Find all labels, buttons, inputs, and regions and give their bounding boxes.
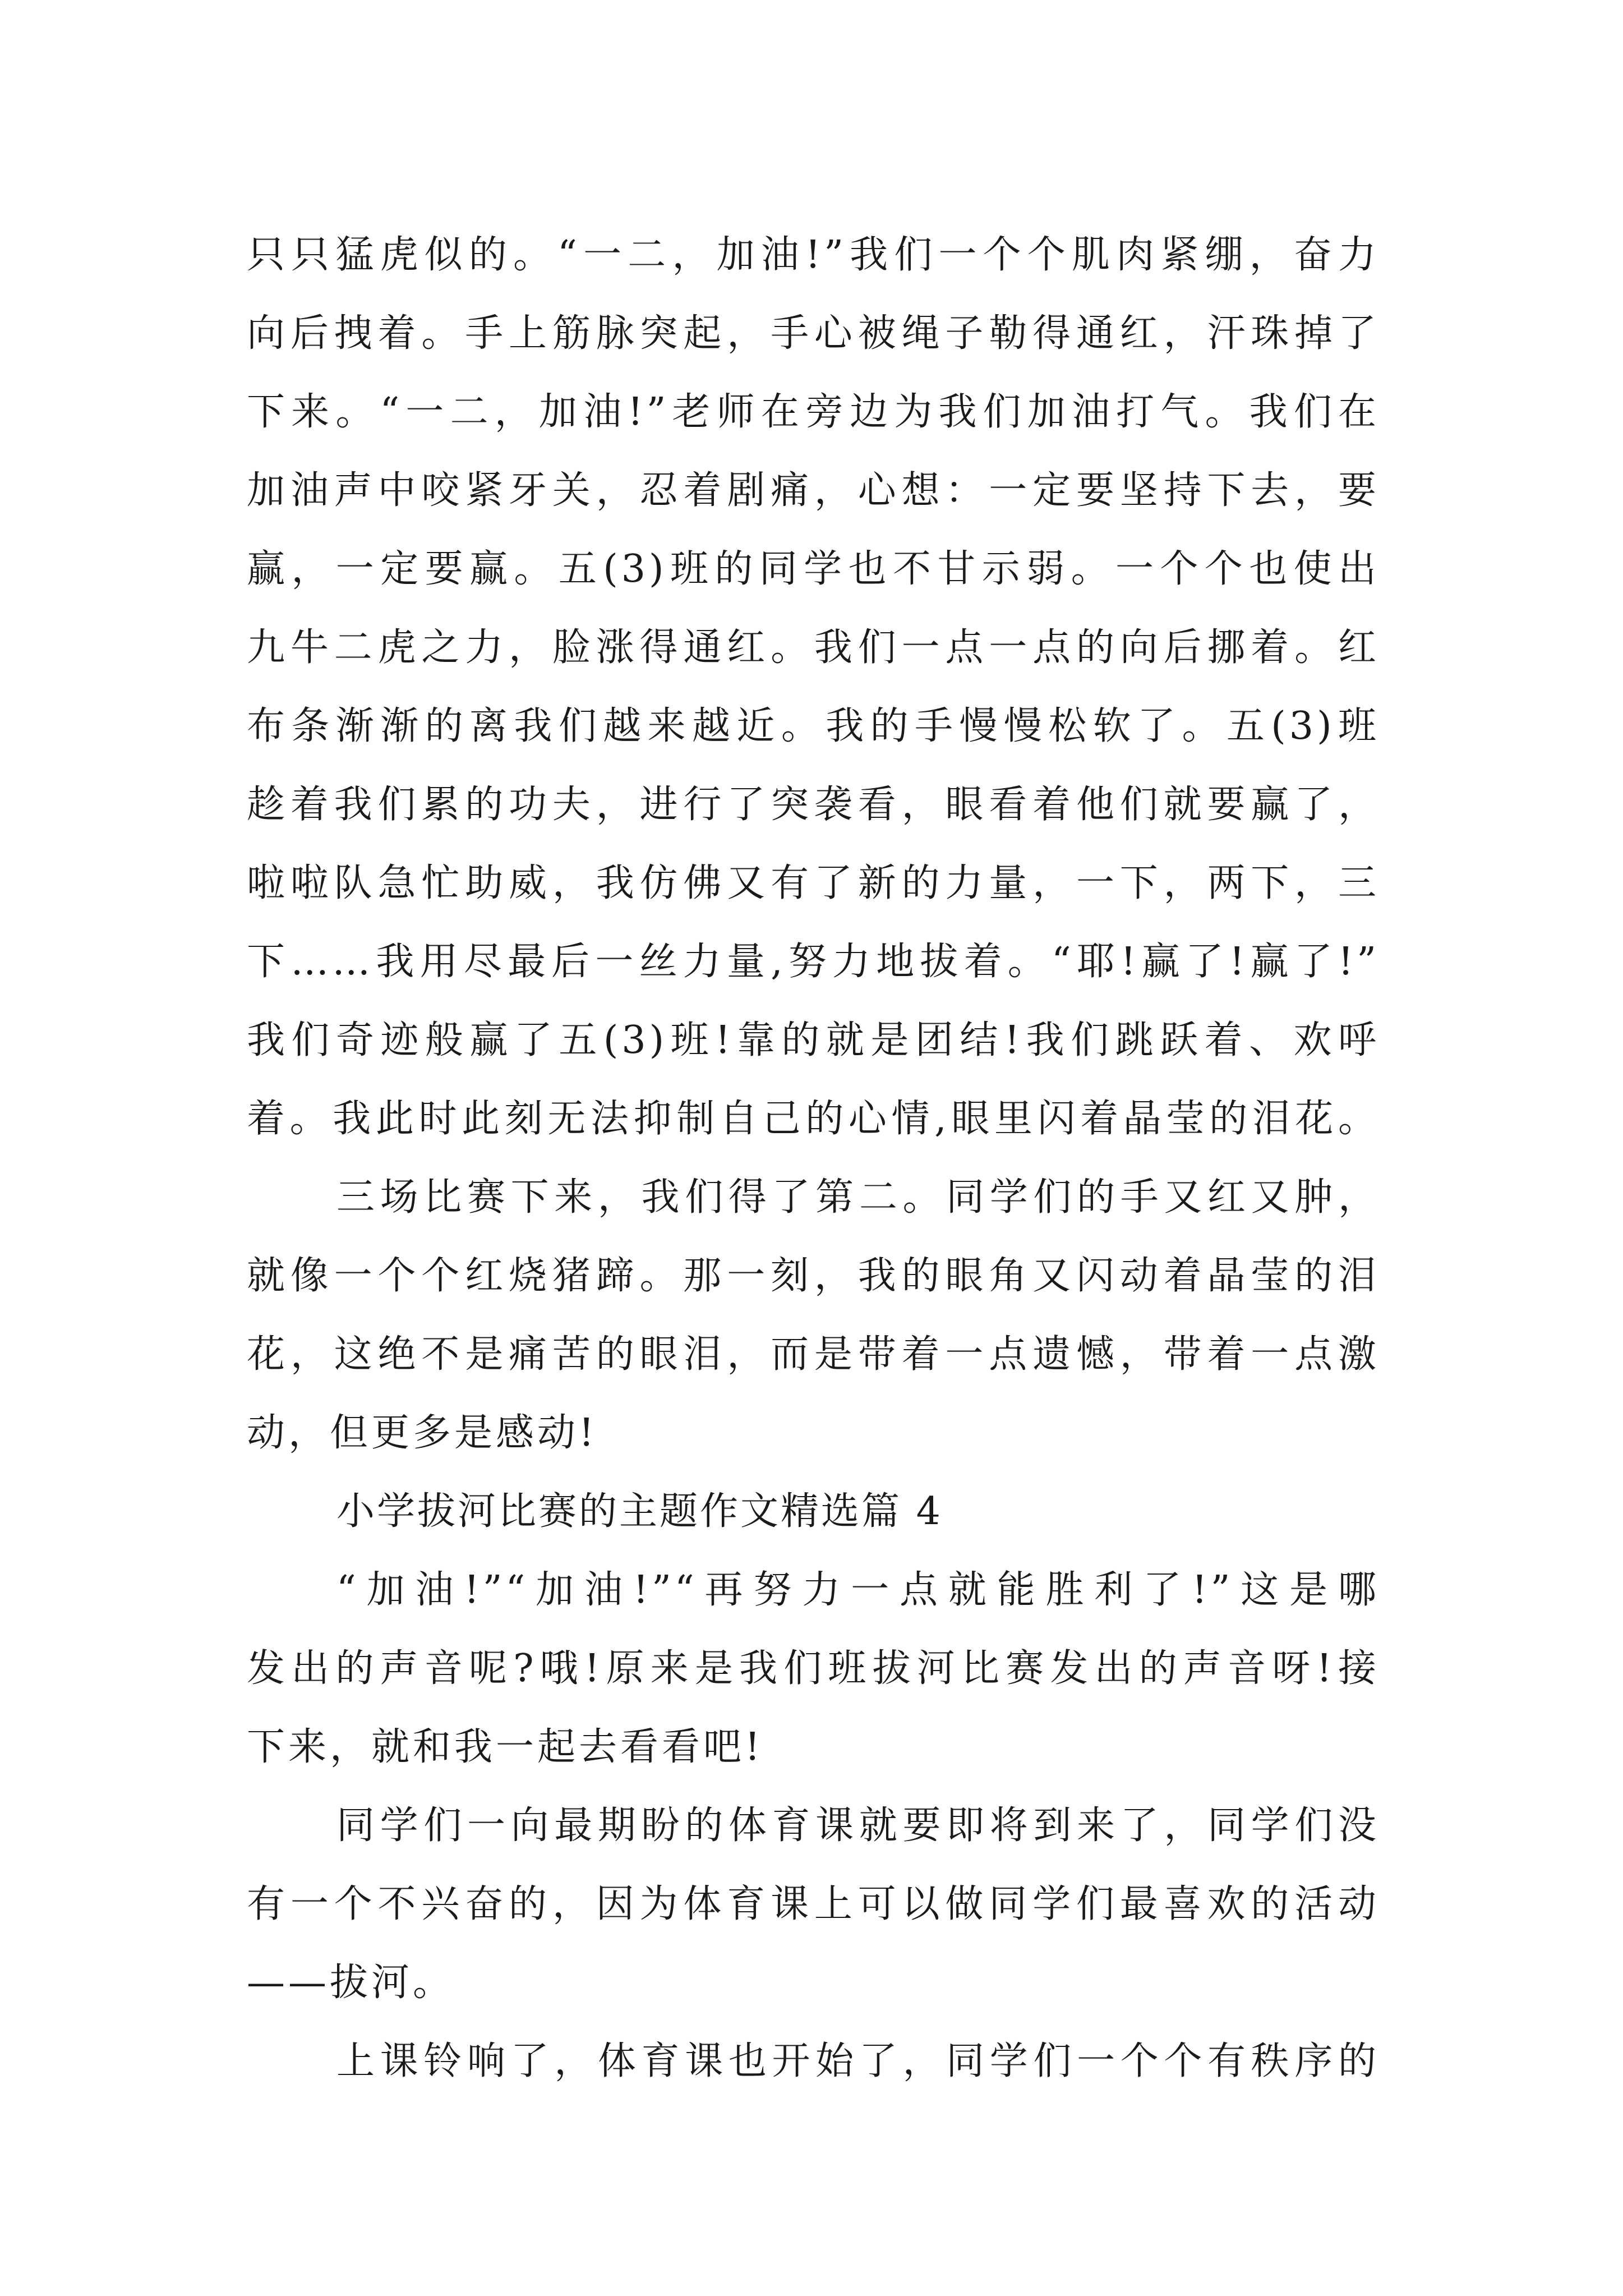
paragraph-first-line: “加油!”“加油!”“再努力一点就能胜利了!”这是哪 <box>336 1568 1380 1612</box>
text-line: 下来，就和我一起去看看吧! <box>247 1725 764 1769</box>
text-line: 动，但更多是感动! <box>247 1411 598 1455</box>
text-line: 向后拽着。手上筋脉突起，手心被绳子勒得通红，汗珠掉了 <box>247 311 1380 356</box>
text-line: 我们奇迹般赢了五(3)班!靠的就是团结!我们跳跃着、欢呼 <box>247 1018 1380 1062</box>
text-line: 加油声中咬紧牙关，忍着剧痛，心想：一定要坚持下去，要 <box>247 468 1380 513</box>
text-line: 赢，一定要赢。五(3)班的同学也不甘示弱。一个个也使出 <box>247 547 1380 591</box>
text-line: 就像一个个红烧猪蹄。那一刻，我的眼角又闪动着晶莹的泪 <box>247 1254 1380 1298</box>
text-line: 着。我此时此刻无法抑制自己的心情,眼里闪着晶莹的泪花。 <box>247 1097 1380 1141</box>
section-heading: 小学拔河比赛的主题作文精选篇 4 <box>336 1489 943 1534</box>
text-line: 下来。“一二，加油!”老师在旁边为我们加油打气。我们在 <box>247 390 1380 434</box>
text-line: ——拔河。 <box>247 1961 455 2005</box>
text-line: 九牛二虎之力，脸涨得通红。我们一点一点的向后挪着。红 <box>247 625 1380 670</box>
text-line: 发出的声音呢?哦!原来是我们班拔河比赛发出的声音呀!接 <box>247 1646 1380 1691</box>
text-line: 趁着我们累的功夫，进行了突袭看，眼看着他们就要赢了， <box>247 783 1380 827</box>
paragraph-first-line: 上课铃响了，体育课也开始了，同学们一个个有秩序的 <box>336 2039 1380 2083</box>
text-line: 啦啦队急忙助威，我仿佛又有了新的力量，一下，两下，三 <box>247 861 1380 905</box>
text-line: 有一个不兴奋的，因为体育课上可以做同学们最喜欢的活动 <box>247 1882 1380 1926</box>
text-line: 花，这绝不是痛苦的眼泪，而是带着一点遗憾，带着一点激 <box>247 1332 1380 1377</box>
text-line: 下……我用尽最后一丝力量,努力地拔着。“耶!赢了!赢了!” <box>247 940 1380 984</box>
text-line: 只只猛虎似的。“一二，加油!”我们一个个肌肉紧绷，奋力 <box>247 233 1380 277</box>
paragraph-first-line: 同学们一向最期盼的体育课就要即将到来了，同学们没 <box>336 1803 1380 1848</box>
text-line: 布条渐渐的离我们越来越近。我的手慢慢松软了。五(3)班 <box>247 704 1380 748</box>
paragraph-first-line: 三场比赛下来，我们得了第二。同学们的手又红又肿， <box>336 1175 1380 1220</box>
